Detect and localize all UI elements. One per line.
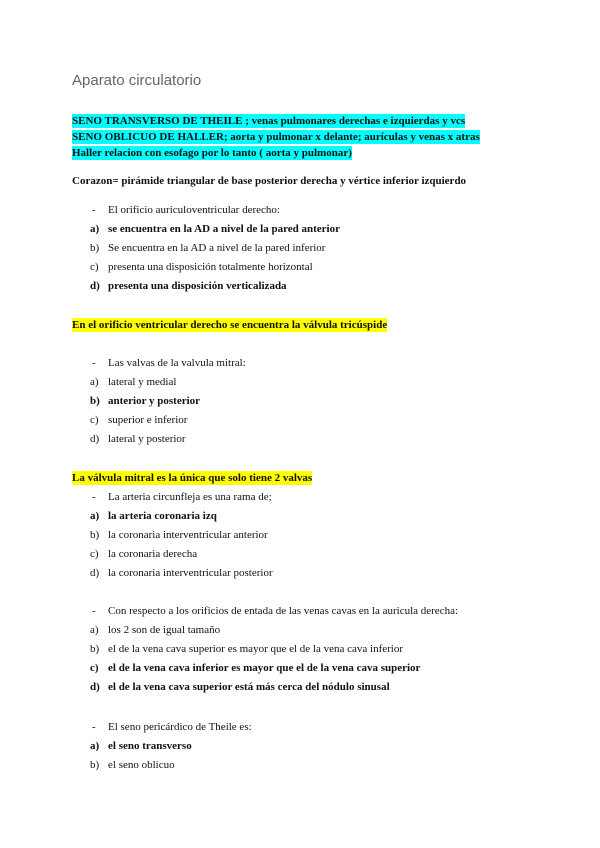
highlighted-note: En el orificio ventricular derecho se encuentra la válvula tricúspide <box>72 319 388 331</box>
highlighted-note: Haller relacion con esofago por lo tanto ( aorta y pulmonar) <box>72 147 352 159</box>
document-title: Aparato circulatorio <box>72 72 202 89</box>
option-text: Se encuentra en la AD a nivel de la pared inferior <box>108 242 326 254</box>
dash-marker: - <box>92 721 96 733</box>
option-text: presenta una disposición verticalizada <box>108 280 287 292</box>
option-label: b) <box>90 759 100 771</box>
option-text: superior e inferior <box>108 414 188 426</box>
option-text: el de la vena cava superior es mayor que el de la vena cava inferior <box>108 643 404 655</box>
highlighted-note: SENO TRANSVERSO DE THEILE ; venas pulmonares derechas e izquierdas y vcs <box>72 115 466 127</box>
option-text: el seno oblicuo <box>108 759 175 771</box>
option-label: c) <box>90 662 99 674</box>
option-text: lateral y posterior <box>108 433 186 445</box>
option-text: el de la vena cava inferior es mayor que el de la vena cava superior <box>108 662 421 674</box>
option-label: b) <box>90 395 100 407</box>
option-label: a) <box>90 740 100 752</box>
option-text: el de la vena cava superior está más cerca del nódulo sinusal <box>108 681 390 693</box>
option-text: los 2 son de igual tamaño <box>108 624 221 636</box>
option-label: c) <box>90 548 99 560</box>
dash-marker: - <box>92 605 96 617</box>
option-text: el seno transverso <box>108 740 192 752</box>
option-label: a) <box>90 624 99 636</box>
option-label: a) <box>90 510 100 522</box>
dash-marker: - <box>92 357 96 369</box>
option-label: b) <box>90 529 100 541</box>
option-text: lateral y medial <box>108 376 177 388</box>
option-label: d) <box>90 681 100 693</box>
option-label: d) <box>90 280 100 292</box>
option-label: b) <box>90 643 100 655</box>
option-label: c) <box>90 261 99 273</box>
option-label: b) <box>90 242 100 254</box>
option-text: la coronaria interventricular anterior <box>108 529 268 541</box>
stem-text: Las valvas de la valvula mitral: <box>108 357 246 369</box>
option-text: se encuentra en la AD a nivel de la pared anterior <box>108 223 340 235</box>
heart-note: Corazon= pirámide triangular de base posterior derecha y vértice inferior izquierdo <box>72 175 467 187</box>
highlighted-note: La válvula mitral es la única que solo tiene 2 valvas <box>72 472 313 484</box>
option-label: a) <box>90 223 100 235</box>
stem-text: Con respecto a los orificios de entada de las venas cavas en la auricula derecha: <box>108 605 459 617</box>
option-text: presenta una disposición totalmente horizontal <box>108 261 313 273</box>
stem-text: La arteria circunfleja es una rama de; <box>108 491 272 503</box>
highlighted-note: SENO OBLICUO DE HALLER; aorta y pulmonar x delante; aurículas y venas x atras <box>72 131 480 143</box>
option-text: la coronaria derecha <box>108 548 198 560</box>
dash-marker: - <box>92 491 96 503</box>
option-label: a) <box>90 376 99 388</box>
option-label: d) <box>90 433 100 445</box>
dash-marker: - <box>92 204 96 216</box>
option-text: anterior y posterior <box>108 395 201 407</box>
stem-text: El orificio auriculoventricular derecho: <box>108 204 280 216</box>
stem-text: El seno pericárdico de Theile es: <box>108 721 252 733</box>
option-label: c) <box>90 414 99 426</box>
option-label: d) <box>90 567 100 579</box>
option-text: la arteria coronaria izq <box>108 510 217 522</box>
option-text: la coronaria interventricular posterior <box>108 567 273 579</box>
